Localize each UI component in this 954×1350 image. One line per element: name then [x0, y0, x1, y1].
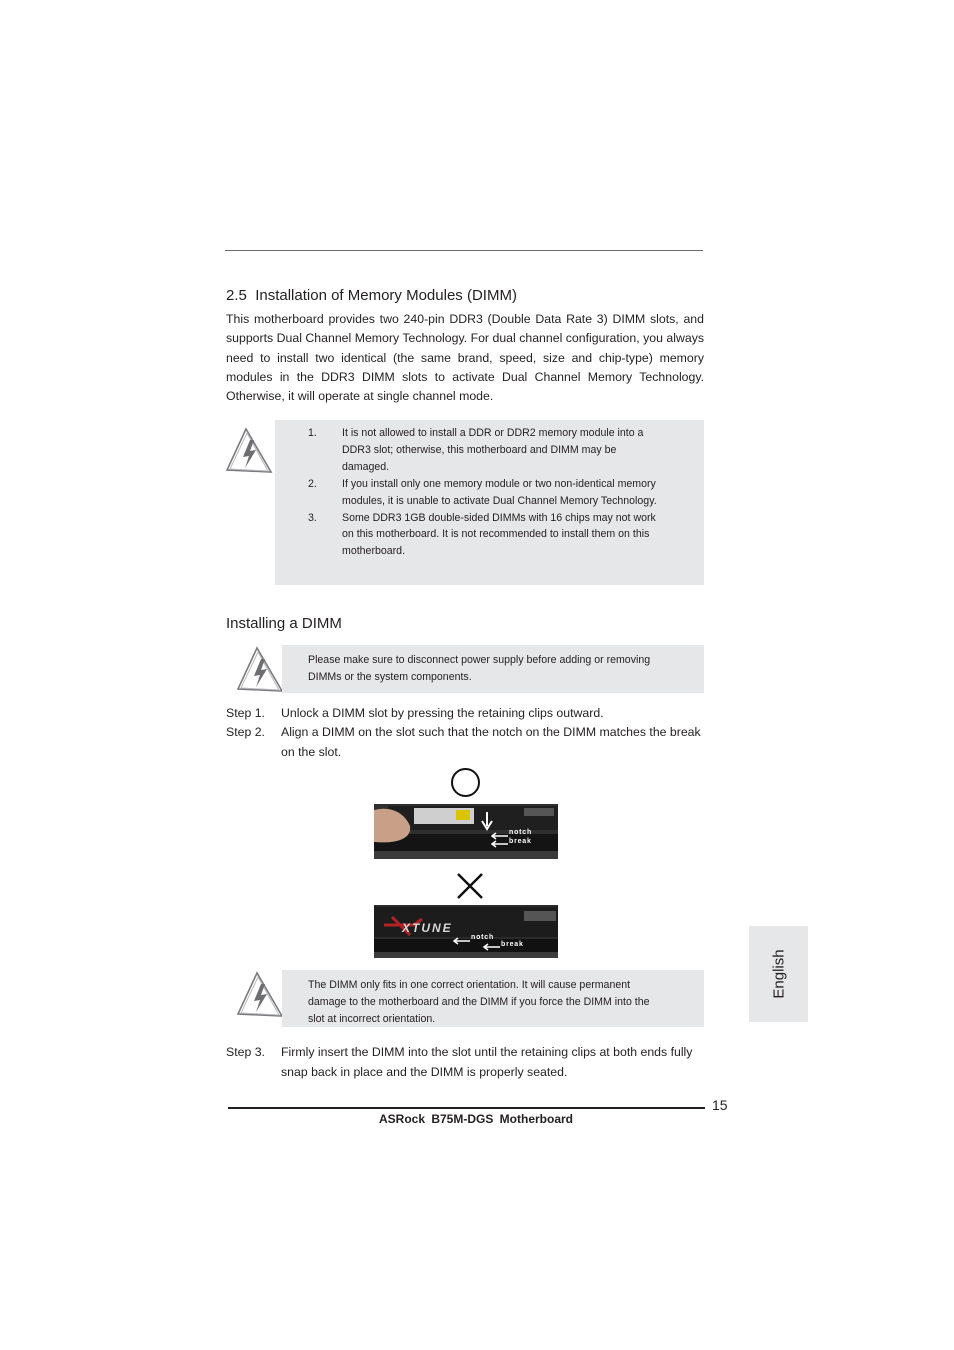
correct-dimm-photo [374, 804, 558, 859]
notch-label: notch [471, 934, 495, 941]
break-label: break [501, 941, 524, 948]
warning-triangle-icon [236, 645, 286, 695]
footer-product-name: ASRock B75M-DGS Motherboard [378, 1112, 574, 1126]
orientation-note-text: The DIMM only fits in one correct orientation. It will cause permanent damage to the motherboard and the DIMM if you force the DIMM into the slot at incorrect orientation. [308, 979, 650, 1025]
incorrect-dimm-photo [374, 905, 558, 958]
step-text: Firmly insert the DIMM into the slot until the retaining clips at both ends fully snap back in place and the DIMM is properly seated. [281, 1045, 693, 1079]
step-label: Step 2. [226, 725, 265, 739]
incorrect-x-icon [455, 871, 485, 901]
note-list [275, 425, 704, 560]
power-note-box [282, 645, 704, 693]
notch-label: notch [509, 829, 533, 836]
step-text: Align a DIMM on the slot such that the notch on the DIMM matches the break on the slot. [281, 725, 701, 759]
break-label: break [509, 838, 532, 845]
section-title [226, 287, 517, 304]
section-title-text: Installation of Memory Modules (DIMM) [255, 287, 517, 304]
intro-paragraph: This motherboard provides two 240-pin DDR3 (Double Data Rate 3) DIMM slots, and supports Dual Channel Memory Technology. For dual channel configuration, you always need to install two identical (the same brand, speed, size and chip-type) memory modules in the DDR3 DIMM slots to activate Dual Channel Memory Technology. Otherwise, it will operate at single channel mode. [226, 312, 704, 404]
language-side-tab [749, 926, 808, 1022]
list-item: 3. Some DDR3 1GB double-sided DIMMs with 16 chips may not work on this motherboard. It is not recommended to install them on this motherboard. [308, 511, 656, 558]
section-number: 2.5 [226, 287, 247, 304]
installing-heading: Installing a DIMM [226, 615, 342, 632]
memory-note-box [275, 420, 704, 585]
list-item: 1. It is not allowed to install a DDR or DDR2 memory module into a DDR3 slot; otherwise, this motherboard and DIMM may be damaged. [308, 427, 644, 473]
step-1 [226, 704, 704, 724]
orientation-note-box [282, 970, 704, 1027]
header-rule [225, 250, 703, 251]
warning-triangle-icon [236, 970, 286, 1020]
step-2 [226, 723, 704, 762]
list-item: 2. If you install only one memory module or two non-identical memory modules, it is unable to activate Dual Channel Memory Technology. [308, 477, 657, 507]
dimm-brand-text: XTUNE [402, 921, 453, 935]
step-3 [226, 1043, 704, 1082]
footer-rule [228, 1107, 705, 1109]
side-tab-label: English [770, 949, 787, 999]
page-number: 15 [712, 1097, 728, 1113]
correct-circle-icon [451, 768, 480, 797]
step-label: Step 3. [226, 1045, 265, 1059]
step-text: Unlock a DIMM slot by pressing the retaining clips outward. [281, 706, 604, 720]
power-note-text: Please make sure to disconnect power supply before adding or removing DIMMs or the system components. [308, 654, 651, 683]
warning-triangle-icon [225, 426, 275, 476]
step-label: Step 1. [226, 706, 265, 720]
